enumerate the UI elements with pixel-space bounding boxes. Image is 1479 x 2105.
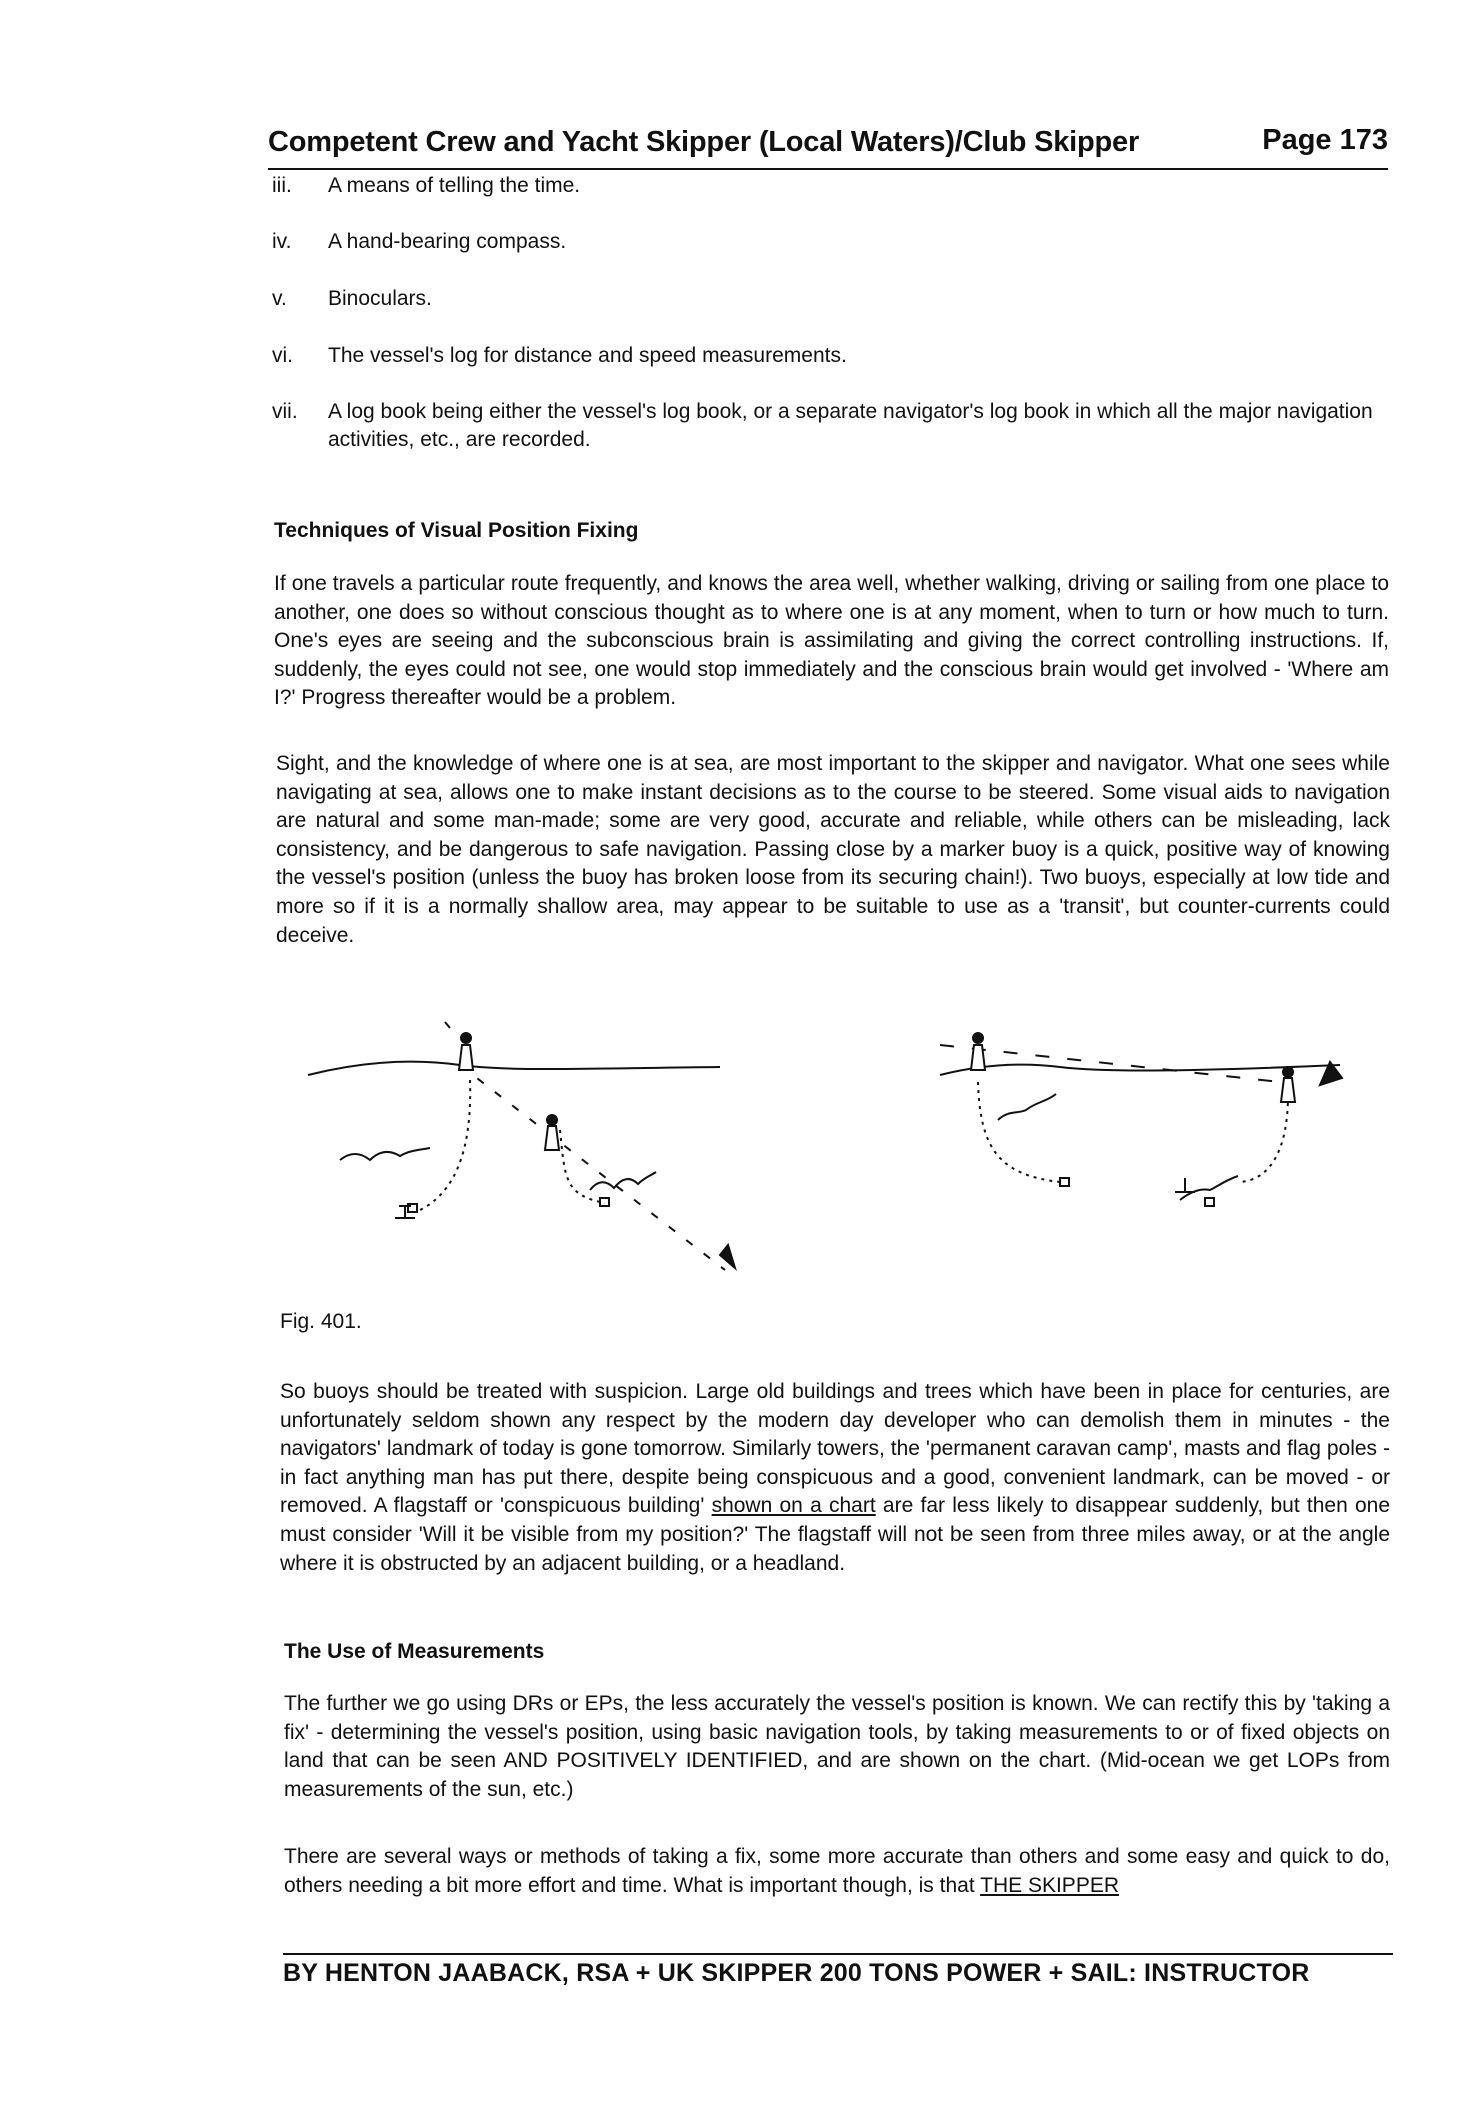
buoy-icon	[459, 1045, 473, 1070]
buoy-icon	[1281, 1078, 1295, 1102]
buoy-icon	[547, 1115, 557, 1125]
list-item-number: vi.	[272, 344, 293, 367]
figure-caption: Fig. 401.	[280, 1310, 362, 1333]
current-arrow	[998, 1094, 1056, 1120]
mooring-block	[600, 1198, 609, 1206]
page-footer	[283, 1953, 1393, 1988]
buoy-chain-line	[420, 1080, 470, 1210]
list-item-number: iii.	[272, 174, 292, 197]
mooring-block	[1060, 1178, 1069, 1186]
buoy-icon	[973, 1033, 983, 1043]
list-item-text: The vessel's log for distance and speed measurements.	[328, 344, 847, 367]
page-number: Page 173	[1262, 124, 1388, 156]
list-item-text: A hand-bearing compass.	[328, 230, 567, 253]
list-item-number: iv.	[272, 230, 292, 253]
footer-credit: BY HENTON JAABACK, RSA + UK SKIPPER 200 TONS POWER + SAIL: INSTRUCTOR	[283, 1959, 1310, 1987]
buoy-chain-line	[1240, 1095, 1288, 1182]
mooring-block	[1205, 1198, 1214, 1206]
paragraph	[280, 1378, 1390, 1578]
buoy-chain-line	[978, 1082, 1060, 1182]
buoy-icon	[971, 1045, 985, 1070]
paragraph: The further we go using DRs or EPs, the less accurately the vessel's position is known. We can rectify this by 'taking a fix' - determining the vessel's position, using basic navigation tools, by taking measurements to or of fixed objects on land that can be seen AND POSITIVELY IDENTIFIED, and are shown on the chart. (Mid-ocean we get LOPs from measurements of the sun, etc.)	[284, 1692, 1390, 1801]
paragraph: If one travels a particular route frequently, and knows the area well, whether walking, driving or sailing from one place to another, one does so without conscious thought as to where one is at any moment, when to turn or how much to turn. One's eyes are seeing and the subconscious brain is assimilating and giving the correct controlling instructions. If, suddenly, the eyes could not see, one would stop immediately and the conscious brain would get involved - 'Where am I?' Progress thereafter would be a problem.	[274, 572, 1389, 710]
section-heading: Techniques of Visual Position Fixing	[274, 519, 639, 542]
buoy-chain-line	[560, 1130, 605, 1203]
header-title: Competent Crew and Yacht Skipper (Local Waters)/Club Skipper	[268, 126, 1140, 158]
list-item-number: vii.	[272, 400, 298, 423]
list-item-text: A means of telling the time.	[328, 174, 581, 197]
list-item-number: v.	[272, 287, 287, 310]
paragraph-text: So buoys should be treated with suspicion. Large old buildings and trees which have been in place for centuries, are unfortunately seldom shown any respect by the modern day developer who can demolish them in minutes - the navigators' landmark of today is gone tomorrow. Similarly towers, the 'permanent caravan camp', masts and flag poles - in fact anything man has put there, despite being conspicuous and a good, convenient landmark, can be moved - or removed. A flagstaff or 'conspicuous building'	[280, 1380, 1390, 1518]
buoy-icon	[1283, 1067, 1293, 1077]
paragraph: Sight, and the knowledge of where one is at sea, are most important to the skipper and navigator. What one sees while navigating at sea, allows one to make instant decisions as to the course to be steered. Some visual aids to navigation are natural and some man-made; some are very good, accurate and reliable, while others can be misleading, lack consistency, and be dangerous to safe navigation. Passing close by a marker buoy is a quick, positive way of knowing the vessel's position (unless the buoy has broken loose from its securing chain!). Two buoys, especially at low tide and more so if it is a normally shallow area, may appear to be suitable to use as a 'transit', but counter-currents could deceive.	[276, 752, 1390, 947]
list-item-text: Binoculars.	[328, 287, 432, 310]
paragraph-text: There are several ways or methods of taking a fix, some more accurate than others and some easy and quick to do, others needing a bit more effort and time. What is important though, is that	[284, 1845, 1390, 1897]
section-heading: The Use of Measurements	[284, 1640, 545, 1663]
page-header	[268, 124, 1388, 170]
vessel-icon	[720, 1245, 735, 1268]
current-arrow	[340, 1148, 430, 1160]
sight-line-mark	[445, 1022, 450, 1028]
buoy-icon	[545, 1126, 559, 1150]
anchor-symbol	[1175, 1178, 1195, 1192]
transit-sight-line	[940, 1045, 1280, 1082]
buoy-transit-diagram	[280, 1010, 1400, 1290]
paragraph	[284, 1843, 1390, 1900]
current-arrow	[590, 1172, 656, 1190]
sea-surface-line	[308, 1062, 720, 1075]
buoy-icon	[461, 1033, 471, 1043]
current-arrow	[1180, 1176, 1238, 1200]
underlined-text: THE SKIPPER	[980, 1873, 1119, 1897]
list-item-text: A log book being either the vessel's log book, or a separate navigator's log book in which all the major navigation activities, etc., are recorded.	[328, 400, 1373, 451]
transit-sight-line	[460, 1065, 725, 1270]
underlined-text: shown on a chart	[711, 1494, 876, 1518]
paragraph-text: are far less likely to disappear suddenly, but then one must consider 'Will it be visible from my position?' The flagstaff will not be seen from three miles away, or at the angle where it is obstructed by an adjacent building, or a headland.	[280, 1494, 1391, 1575]
